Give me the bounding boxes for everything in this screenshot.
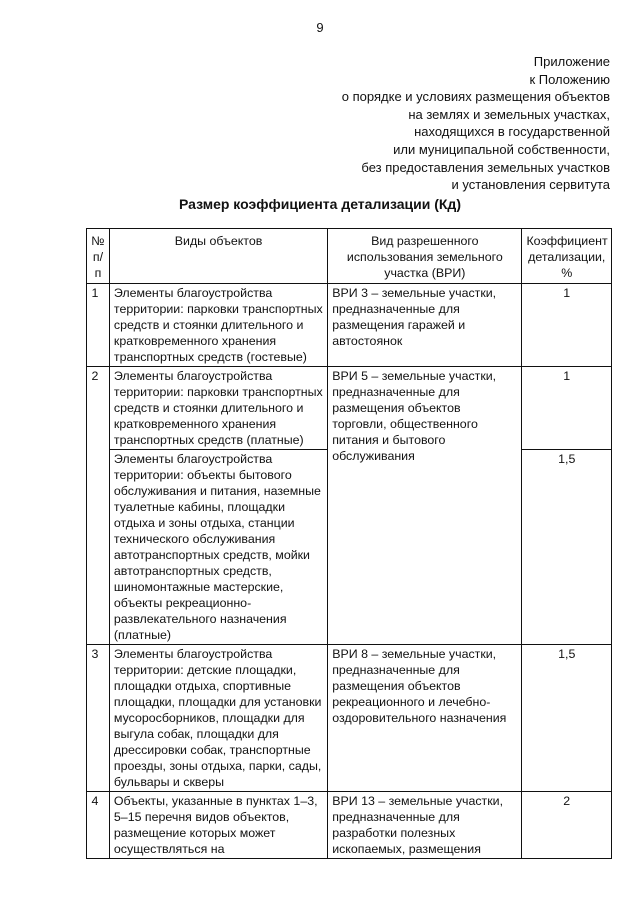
header-coef: Коэффициент детализации, % [522, 229, 612, 284]
row-vri: ВРИ 13 – земельные участки, предназначенные для разработки полезных ископаемых, размещения [328, 792, 522, 859]
table-row [87, 284, 612, 367]
header-objects: Виды объектов [109, 229, 327, 284]
table-row [87, 367, 612, 450]
row-vri: ВРИ 5 – земельные участки, предназначенные для размещения объектов торговли, общественного питания и бытового обслуживания [328, 367, 522, 645]
document-title: Размер коэффициента детализации (Кд) [179, 196, 461, 212]
row-num: 1 [87, 284, 110, 367]
row-num: 4 [87, 792, 110, 859]
appendix-line: находящихся в государственной [414, 124, 610, 140]
table-row [87, 645, 612, 792]
appendix-heading [290, 53, 610, 194]
row-coef: 1 [522, 367, 612, 450]
row-coef: 2 [522, 792, 612, 859]
row-vri: ВРИ 8 – земельные участки, предназначенные для размещения объектов рекреационного и лечебно-оздоровительного назначения [328, 645, 522, 792]
row-objects: Элементы благоустройства территории: парковки транспортных средств и стоянки длительного и кратковременного хранения транспортных средств (платные) [109, 367, 327, 450]
row-vri: ВРИ 3 – земельные участки, предназначенные для размещения гаражей и автостоянок [328, 284, 522, 367]
row-coef: 1,5 [522, 450, 612, 645]
appendix-line: на землях и земельных участках, [408, 106, 610, 122]
header-num: № п/п [87, 229, 110, 284]
coefficient-table [86, 228, 612, 859]
appendix-line: и установления сервитута [451, 177, 610, 193]
header-vri: Вид разрешенного использования земельного участка (ВРИ) [328, 229, 522, 284]
row-num: 3 [87, 645, 110, 792]
row-num: 2 [87, 367, 110, 645]
row-objects: Элементы благоустройства территории: детские площадки, площадки отдыха, спортивные площадки, площадки для установки мусоросборников, площадки для выгула собак, площадки для дрессировки собак, транспортные проезды, зоны отдыха, парки, сады, бульвары и скверы [109, 645, 327, 792]
row-objects: Элементы благоустройства территории: объекты бытового обслуживания и питания, наземные туалетные кабины, площадки отдыха и зоны отдыха, станции технического обслуживания автотранспортных средств, мойки автотранспортных средств, шиномонтажные мастерские, объекты рекреационно-развлекательного назначения (платные) [109, 450, 327, 645]
row-objects: Элементы благоустройства территории: парковки транспортных средств и стоянки длительного и кратковременного хранения транспортных средств (гостевые) [109, 284, 327, 367]
appendix-line: или муниципальной собственности, [393, 141, 610, 157]
table-row [87, 792, 612, 859]
row-objects: Объекты, указанные в пунктах 1–3, 5–15 перечня видов объектов, размещение которых может осуществляться на [109, 792, 327, 859]
appendix-line: без предоставления земельных участков [361, 159, 610, 175]
row-coef: 1,5 [522, 645, 612, 792]
page-number: 9 [316, 20, 324, 35]
row-coef: 1 [522, 284, 612, 367]
appendix-line: о порядке и условиях размещения объектов [341, 89, 610, 105]
appendix-line: Приложение [533, 54, 610, 69]
table-header-row [87, 229, 612, 284]
appendix-line: к Положению [529, 71, 610, 87]
